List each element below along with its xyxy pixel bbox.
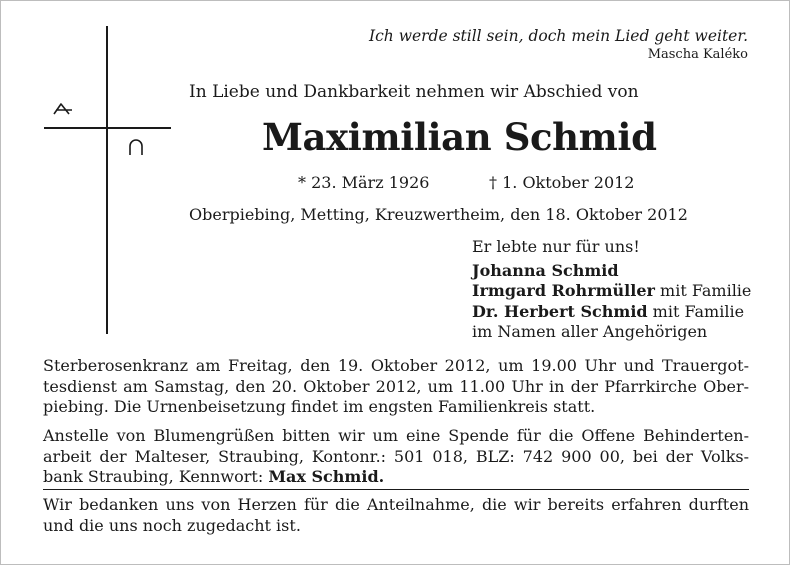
thanks-paragraph: [43, 495, 749, 536]
mourner-name: Irmgard Rohrmüller: [472, 281, 655, 300]
mourner-entry: [472, 302, 762, 323]
mourner-entry: [472, 281, 762, 302]
service-paragraph: [43, 356, 749, 418]
cross-bar: [44, 127, 171, 129]
mourner-name: Johanna Schmid: [472, 260, 619, 280]
mourner-name: Dr. Herbert Schmid: [472, 301, 648, 321]
death-date: † 1. Oktober 2012: [489, 173, 635, 192]
mourners-block: [472, 237, 762, 343]
intro-line: In Liebe und Dankbarkeit nehmen wir Abschied von: [189, 82, 639, 102]
donation-keyword: Max Schmid.: [268, 467, 385, 486]
text-line: und die uns noch zugedacht ist.: [43, 515, 301, 535]
text-line: tesdienst am Samstag, den 20. Oktober 2012, um 11.00 Uhr in der Pfarrkirche Ober-: [43, 376, 749, 396]
divider: [43, 489, 749, 490]
cross-icon: [106, 26, 108, 334]
quote-text: Ich werde still sein, doch mein Lied geht weiter.: [368, 27, 748, 45]
donation-last-prefix: bank Straubing, Kennwort:: [43, 467, 269, 486]
mourner-entry: [472, 261, 762, 282]
omega-icon: [126, 138, 146, 158]
text-line: Sterberosenkranz am Freitag, den 19. Oktober 2012, um 19.00 Uhr und Trauergot-: [43, 356, 749, 375]
mourner-suffix: mit Familie: [647, 301, 745, 321]
text-line: arbeit der Malteser, Straubing, Kontonr.: 501 018, BLZ: 742 900 00, bei der Volks-: [43, 446, 749, 466]
text-line: Anstelle von Blumengrüßen bitten wir um eine Spende für die Offene Behinderten-: [43, 426, 749, 445]
mourners-closing: im Namen aller Angehörigen: [472, 322, 708, 341]
donation-paragraph: [43, 426, 749, 488]
text-line: piebing. Die Urnenbeisetzung findet im engsten Familienkreis statt.: [43, 397, 596, 416]
birth-date: * 23. März 1926: [298, 173, 430, 192]
quote-author: Mascha Kaléko: [647, 47, 748, 62]
text-line: Wir bedanken uns von Herzen für die Anteilnahme, die wir bereits erfahren durften: [43, 495, 749, 514]
mourners-lead: Er lebte nur für uns!: [472, 237, 640, 256]
deceased-name: Maximilian Schmid: [262, 115, 657, 159]
mourner-suffix: mit Familie: [654, 281, 752, 300]
place-and-date: Oberpiebing, Metting, Kreuzwertheim, den 18. Oktober 2012: [189, 205, 688, 224]
alpha-icon: [52, 102, 74, 124]
text-line: [43, 467, 749, 488]
